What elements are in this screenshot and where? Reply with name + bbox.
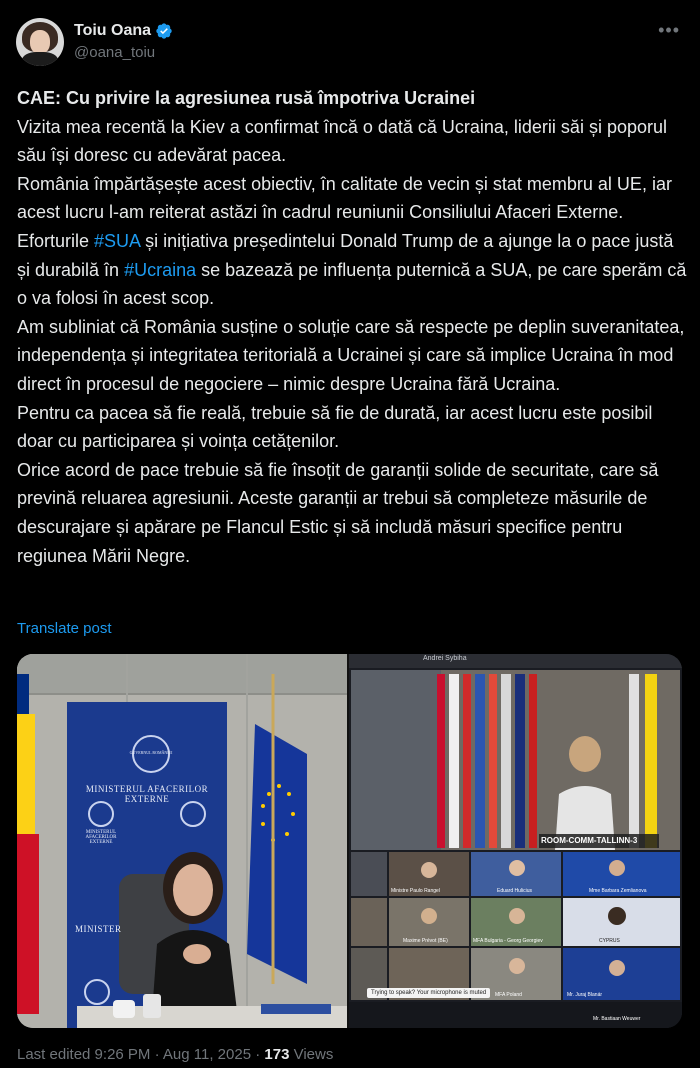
hashtag-ucraina[interactable]: #Ucraina [124, 259, 197, 280]
post-title: CAE: Cu privire la agresiunea rusă împotriva Ucrainei [17, 88, 476, 108]
post-metadata [17, 1046, 333, 1063]
verified-badge-icon [155, 22, 173, 40]
translate-post-link[interactable]: Translate post [17, 620, 112, 637]
participant-tile-7: MFA Poland [495, 992, 522, 998]
participant-tile-5: MFA Bulgaria - Georg Georgiev [473, 938, 543, 944]
avatar[interactable] [16, 18, 64, 66]
photo-minister-desk[interactable] [17, 654, 347, 1028]
text-segment: și inițiativa președintelui Donald Trump de a ajunge la o pace justă și durabilă în [17, 230, 674, 280]
author-name-row[interactable] [74, 20, 173, 42]
post-paragraph-2: România împărtășește acest obiectiv, în calitate de vecin și stat membru al UE, iar acest lucru l-am reiterat astăzi în cadrul reuniunii Consiliului Afaceri Externe. [17, 173, 672, 223]
conference-top-label: Andrei Sybiha [423, 655, 467, 662]
post-text [17, 84, 687, 570]
participant-tile-2: Eduard Hulicius [497, 888, 533, 894]
post-paragraph-6: Orice acord de pace trebuie să fie însoțit de garanții solide de securitate, care să prevină reluarea agresiunii. Aceste garanții ar trebui să completeze măsurile de descurajare și apărare pe Flancul Estic și să includă măsuri specifice pentru regiunea Mării Negre. [17, 459, 659, 566]
views-count: 173 [264, 1046, 290, 1063]
banner-small-logo-label: MINISTERUL AFACERILOR EXTERNE [85, 830, 117, 845]
post-timestamp[interactable]: Last edited 9:26 PM · Aug 11, 2025 · [17, 1046, 265, 1063]
post-paragraph-4: Am subliniat că România susține o soluție care să respecte pe deplin suveranitatea, independența și integritatea teritorială a Ucrainei și care să implice Ucraina în mod direct în procesul de negociere – nimic despre Ucraina fără Ucraina. [17, 316, 685, 394]
avatar-body [22, 52, 58, 66]
mic-muted-notice: Trying to speak? Your microphone is muted [367, 988, 490, 998]
photo-minister-illustration [17, 654, 347, 1028]
participant-tile-1: Ministre Paulo Rangel [391, 888, 440, 894]
author-handle[interactable]: @oana_toiu [74, 44, 156, 61]
room-label: ROOM-COMM-TALLINN-3 [541, 836, 638, 845]
participant-tile-9: Mr. Bastiaan Weuwer [593, 1016, 641, 1022]
participant-tile-6: CYPRUS [599, 938, 620, 944]
banner-label: MINISTERUL AFACERILOR EXTERNE [85, 784, 209, 804]
participant-tile-4: Maxime Prévot (BE) [403, 938, 448, 944]
media-grid [17, 654, 682, 1028]
post-paragraph-3 [17, 227, 687, 313]
participant-tile-8: Mr. Juraj Blanár [567, 992, 603, 998]
more-horizontal-icon[interactable]: ••• [658, 20, 680, 40]
hashtag-sua[interactable]: #SUA [94, 230, 141, 251]
text-segment: se bazează pe influența puternică a SUA, pe care sperăm că o va folosi în acest scop. [17, 259, 687, 309]
author-display-name[interactable]: Toiu Oana [74, 22, 152, 39]
views-label: Views [289, 1046, 334, 1063]
post-paragraph-1: Vizita mea recentă la Kiev a confirmat încă o dată că Ucraina, liderii săi și poporul său își doresc cu adevărat pacea. [17, 116, 667, 166]
post-header [16, 16, 684, 72]
avatar-face [30, 30, 50, 54]
photo-video-conference[interactable] [349, 654, 682, 1028]
post-paragraph-5: Pentru ca pacea să fie reală, trebuie să fie de durată, iar acest lucru este posibil doar cu participarea și voința cetățenilor. [17, 402, 653, 452]
participant-tile-3: Mme Barbara Zemlianova [589, 888, 647, 894]
banner-crest-label: GUVERNUL ROMÂNIEI [129, 750, 173, 755]
text-segment: Eforturile [17, 230, 95, 251]
banner-lower-label: MINISTER [75, 924, 122, 934]
